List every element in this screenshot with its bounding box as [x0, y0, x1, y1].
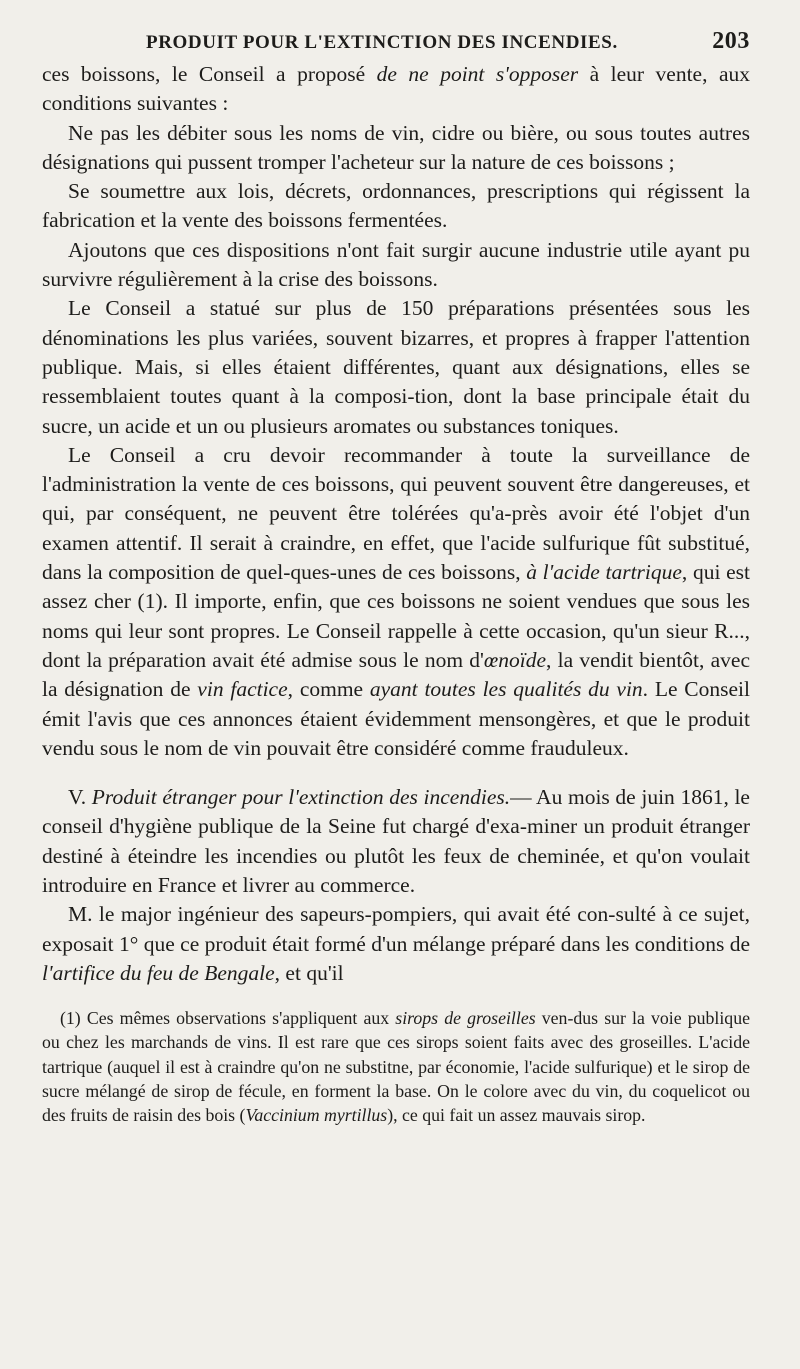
- paragraph: [42, 441, 750, 763]
- section-numeral: V.: [68, 785, 92, 810]
- paragraph: Ajoutons que ces dispositions n'ont fait surgir aucune industrie utile ayant pu survivre régulièrement à la crise des boissons.: [42, 237, 750, 292]
- text-run: ), ce qui fait un assez mauvais sirop.: [387, 1105, 646, 1126]
- running-title: PRODUIT POUR L'EXTINCTION DES INCENDIES.: [146, 32, 618, 53]
- running-head: [42, 22, 750, 60]
- page-number: 203: [712, 28, 750, 54]
- body-text: [42, 60, 750, 988]
- italic-phrase: sirops de groseilles: [395, 1008, 536, 1029]
- text-run: , qui est assez cher (1). Il importe, enfin, que ces boissons ne soient vendues que sous les noms qui leur sont propres. Le Conseil rappelle à cette occasion, qu'un sieur R..., dont la préparation avait été admise sous le nom d': [42, 560, 750, 672]
- text-run: (1) Ces mêmes observations s'appliquent aux: [60, 1008, 396, 1029]
- paragraph: Se soumettre aux lois, décrets, ordonnances, prescriptions qui régissent la fabrication et la vente des boissons fermentées.: [42, 179, 750, 233]
- text-run: , comme: [287, 677, 370, 702]
- italic-phrase: ayant toutes les qualités du vin: [369, 677, 643, 702]
- text-run: ven-dus sur la voie publique ou chez les marchands de vins. Il est rare que ces sirops soient faits avec des groseilles. L'acide tartrique (auquel il est à craindre qu'on ne substitne, par économie, l'acide sulfurique) et le sirop de sucre mélangé de sirop de fécule, en forment la base. On le colore avec du vin, du coquelicot ou des fruits de raisin des bois (: [42, 1008, 750, 1126]
- italic-phrase: l'artifice du feu de Bengale: [42, 960, 275, 985]
- text-run: . Le Conseil émit l'avis que ces annonces étaient évidemment mensongères, et que le produit vendu sous le nom de vin pouvait être considéré comme frauduleux.: [42, 677, 750, 760]
- text-run: ces boissons, le Conseil a proposé: [42, 62, 377, 86]
- paragraph-continuation: [42, 60, 750, 119]
- text-run: à leur vente, aux conditions suivantes :: [42, 62, 751, 116]
- section-heading: Produit étranger pour l'extinction des incendies.: [91, 785, 511, 810]
- italic-phrase: à l'acide tartrique: [526, 560, 682, 585]
- text-run: M. le major ingénieur des sapeurs-pompiers, qui avait été con-sulté à ce sujet, exposait 1° que ce produit était formé d'un mélange préparé dans les conditions de: [42, 902, 751, 956]
- italic-phrase: vin factice: [197, 677, 288, 702]
- text-run: — Au mois de juin 1861, le conseil d'hygiène publique de la Seine fut chargé d'exa-miner un produit étranger destiné à éteindre les incendies ou plutôt les feux de cheminée, et qu'on voulait introduire en France et livrer au commerce.: [42, 785, 750, 898]
- italic-phrase: Vaccinium myrtillus: [245, 1105, 388, 1126]
- paragraph: Le Conseil a statué sur plus de 150 préparations présentées sous les dénominations les plus variées, souvent bizarres, et propres à frapper l'attention publique. Mais, si elles étaient différentes, quant aux désignations, elles se ressemblaient toutes quant à la composi-tion, dont la base principale était du sucre, un acide et un ou plusieurs aromates ou substances toniques.: [42, 296, 750, 438]
- footnotes: [42, 1006, 750, 1127]
- section-paragraph: [42, 783, 750, 900]
- italic-phrase: œnoïde: [483, 647, 547, 672]
- italic-phrase: de ne point s'opposer: [376, 62, 579, 86]
- paragraph: [42, 900, 750, 988]
- text-run: , la vendit bientôt, avec la désignation de: [42, 647, 750, 702]
- footnote: [42, 1006, 750, 1127]
- text-run: , et qu'il: [274, 960, 344, 985]
- text-run: Le Conseil a cru devoir recommander à toute la surveillance de l'administration la vente de ces boissons, qui peuvent souvent être dangereuses, et qui, par conséquent, ne peuvent être tolérées qu'a-près avoir été l'objet d'un examen attentif. Il serait à craindre, en effet, que l'acide sulfurique fût substitué, dans la composition de quel-ques-unes de ces boissons,: [42, 442, 750, 585]
- paragraph: Ne pas les débiter sous les noms de vin, cidre ou bière, ou sous toutes autres désignations qui pussent tromper l'acheteur sur la nature de ces boissons ;: [42, 120, 750, 174]
